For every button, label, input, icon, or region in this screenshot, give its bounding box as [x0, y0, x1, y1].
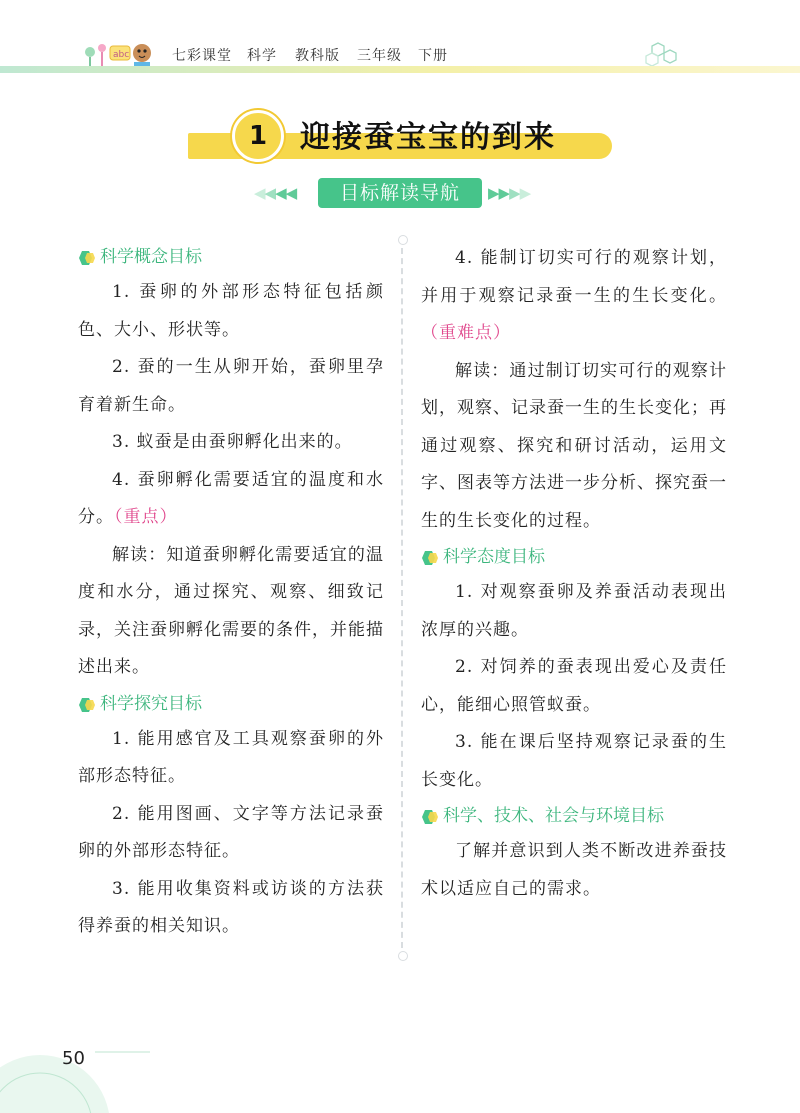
- attitude-item-2: 2. 对饲养的蚕表现出爱心及责任心，能细心照管蚁蚕。: [421, 657, 727, 715]
- concept-interpretation: 解读：知道蚕卵孵化需要适宜的温度和水分，通过探究、观察、细致记录，关注蚕卵孵化需要的条件，并能描述出来。: [78, 544, 384, 677]
- right-column: [421, 240, 727, 908]
- svg-text:abc: abc: [113, 50, 130, 60]
- header-volume: 下册: [418, 48, 448, 64]
- section-heading-text: 科学概念目标: [100, 247, 202, 267]
- right-arrows-icon: ▶▶▶▶: [488, 184, 531, 202]
- stse-text: 了解并意识到人类不断改进养蚕技术以适应自己的需求。: [421, 841, 727, 899]
- concept-item-2: 2. 蚕的一生从卵开始，蚕卵里孕育着新生命。: [78, 357, 384, 415]
- hexagon-bullet-icon: [78, 697, 96, 713]
- section-heading-text: 科学、技术、社会与环境目标: [443, 806, 664, 826]
- cartoon-logo-icon: [82, 38, 160, 68]
- attitude-item-3: 3. 能在课后坚持观察记录蚕的生长变化。: [421, 732, 727, 790]
- hexagon-bullet-icon: [421, 550, 439, 566]
- inquiry-item-4: [421, 240, 727, 353]
- key-difficulty-tag: （重难点）: [421, 323, 511, 343]
- section-heading-text: 科学探究目标: [100, 693, 202, 714]
- column-divider: [401, 238, 403, 958]
- header-grade: 三年级: [357, 48, 402, 64]
- inquiry-item-2: 2. 能用图画、文字等方法记录蚕卵的外部形态特征。: [78, 803, 384, 861]
- inquiry-interpretation: 解读：通过制订切实可行的观察计划，观察、记录蚕一生的生长变化；再通过观察、探究和研讨活动，运用文字、图表等方法进一步分析、探究蚕一生的生长变化的过程。: [421, 360, 727, 531]
- section-heading-text: 科学态度目标: [443, 547, 545, 567]
- section-heading-attitude: [421, 540, 727, 574]
- key-point-tag: （重点）: [114, 507, 178, 527]
- concept-item-4-text: 4. 蚕卵孵化需要适宜的温度和水分。: [78, 469, 384, 527]
- left-column: [78, 240, 384, 946]
- footer-circle-decoration: [0, 1030, 150, 1113]
- header-series: 七彩课堂: [172, 48, 232, 64]
- lesson-title-text: 迎接蚕宝宝的到来: [300, 120, 556, 155]
- lesson-title: [188, 106, 612, 162]
- concept-item-4: [78, 462, 384, 537]
- section-heading-stse: [421, 799, 727, 833]
- inquiry-item-3: 3. 能用收集资料或访谈的方法获得养蚕的相关知识。: [78, 878, 384, 936]
- inquiry-item-4-text: 4. 能制订切实可行的观察计划，并用于观察记录蚕一生的生长变化。: [421, 248, 727, 306]
- concept-item-3: 3. 蚁蚕是由蚕卵孵化出来的。: [112, 432, 353, 452]
- page-header: [0, 0, 800, 80]
- lesson-number: 1: [232, 110, 284, 162]
- concept-item-1: 1. 蚕卵的外部形态特征包括颜色、大小、形状等。: [78, 282, 384, 340]
- page-number: 50: [62, 1048, 85, 1069]
- section-banner: [252, 178, 548, 208]
- hexagon-bullet-icon: [78, 250, 96, 266]
- section-heading-concept: [78, 240, 384, 274]
- hexagon-bullet-icon: [421, 809, 439, 825]
- header-stripe: [0, 66, 800, 73]
- header-subject: 科学: [247, 48, 277, 64]
- attitude-item-1: 1. 对观察蚕卵及养蚕活动表现出浓厚的兴趣。: [421, 582, 727, 640]
- header-edition: 教科版: [295, 48, 340, 64]
- inquiry-item-1: 1. 能用感官及工具观察蚕卵的外部形态特征。: [78, 728, 384, 786]
- left-arrows-icon: ◀◀◀◀: [254, 184, 297, 202]
- section-heading-inquiry: [78, 687, 384, 721]
- banner-label: 目标解读导航: [318, 178, 482, 208]
